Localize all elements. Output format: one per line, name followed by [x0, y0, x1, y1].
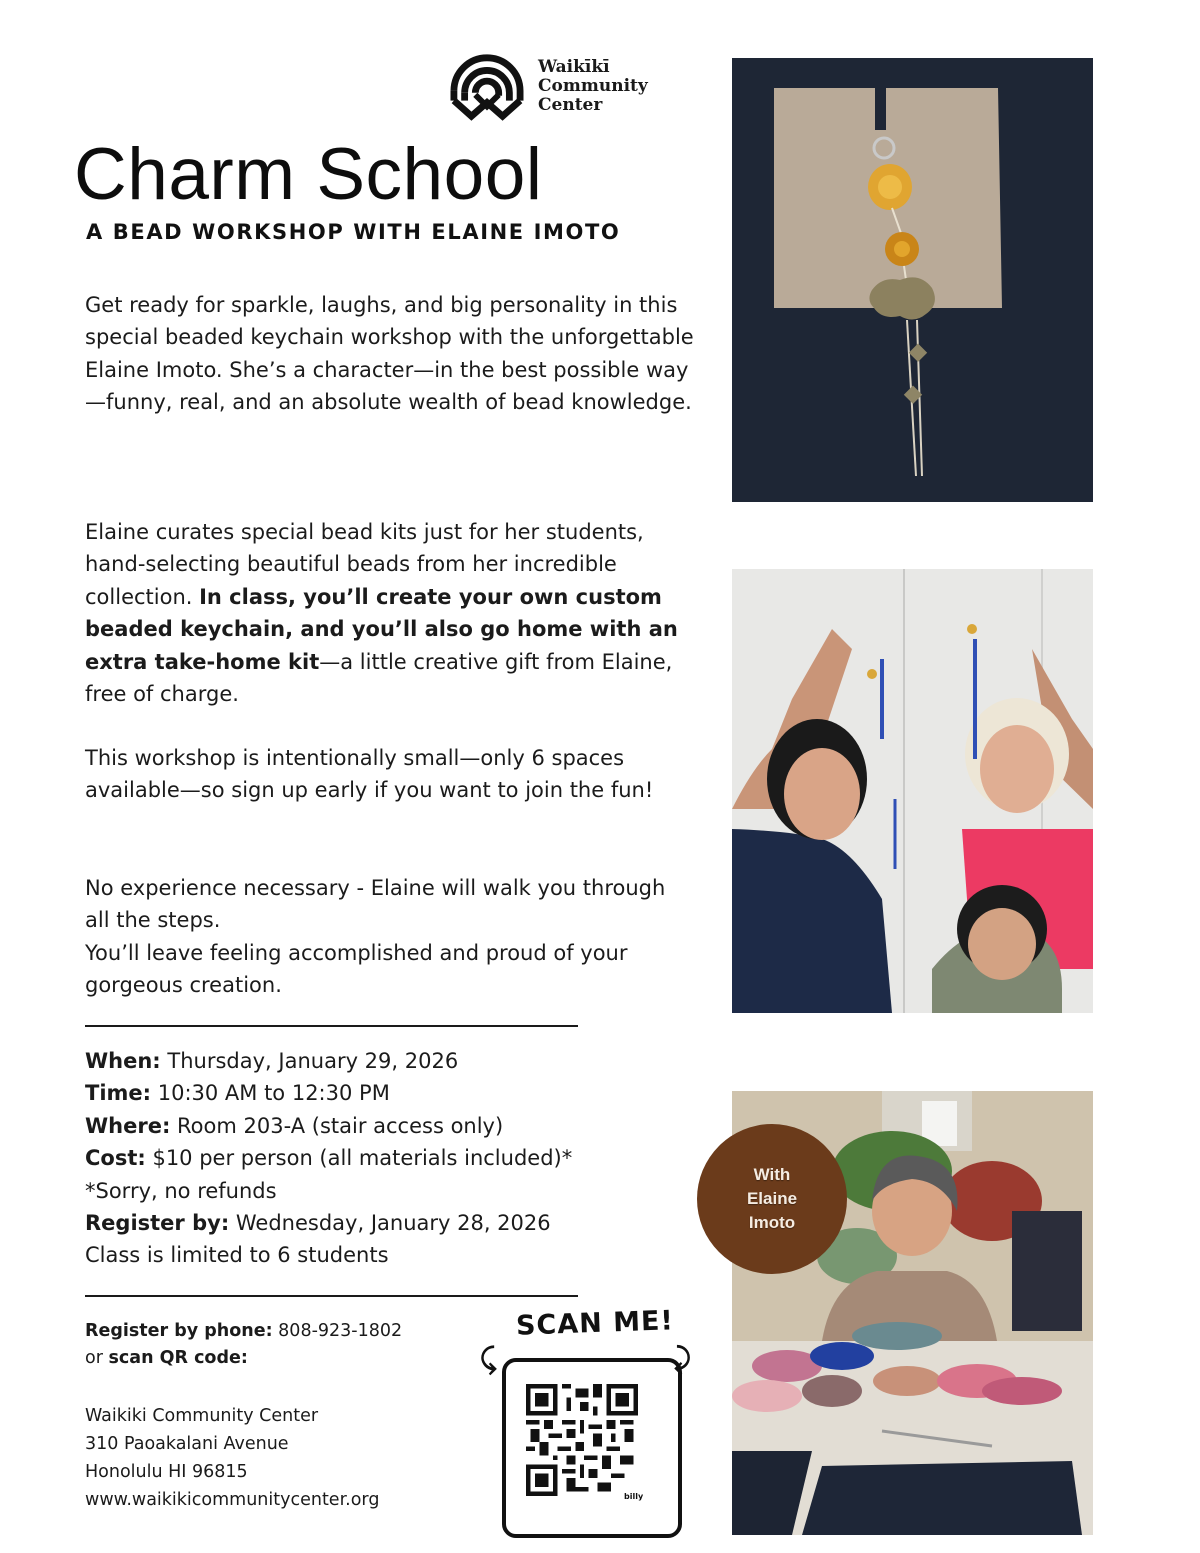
bead-kit-end-text: —a little creative gift from Elaine, free of charge. — [85, 649, 673, 707]
logo-line-center: Center — [538, 94, 603, 115]
registration-info — [85, 1318, 485, 1372]
section-divider-bottom — [85, 1295, 578, 1297]
accomplished-text: You’ll leave feeling accomplished and proud of your gorgeous creation. — [85, 940, 628, 998]
address-block — [85, 1402, 485, 1514]
logo-wordmark — [538, 58, 648, 115]
register-by-value: Wednesday, January 28, 2026 — [229, 1211, 551, 1236]
waikiki-arches-logo-icon — [448, 50, 526, 122]
cost-label: Cost: — [85, 1146, 146, 1171]
address-name: Waikiki Community Center — [85, 1406, 319, 1426]
detail-when — [85, 1045, 705, 1077]
small-class-paragraph: This workshop is intentionally small—only 6 spaces available—so sign up early if you want to join the fun! — [85, 746, 654, 803]
scan-qr-label: scan QR code: — [108, 1348, 248, 1368]
address-city: Honolulu HI 96815 — [85, 1462, 248, 1482]
no-experience-paragraph — [85, 872, 695, 1002]
keychain-image — [732, 58, 1093, 502]
class-limit-note: Class is limited to 6 students — [85, 1243, 389, 1268]
bead-kit-intro-text: Elaine curates special bead kits just for her students, hand-selecting beautiful beads from her incredible collection. — [85, 520, 644, 609]
qr-code-icon[interactable] — [526, 1384, 638, 1496]
detail-register-by — [85, 1207, 705, 1239]
time-value: 10:30 AM to 12:30 PM — [151, 1081, 390, 1106]
or-text: or — [85, 1348, 109, 1368]
phone-number[interactable]: 808-923-1802 — [272, 1321, 403, 1341]
scan-me-heading: SCAN ME! — [515, 1305, 675, 1342]
badge-line-with: With — [753, 1165, 791, 1184]
where-label: Where: — [85, 1113, 171, 1138]
curved-arrow-right-icon: ⤸ — [674, 1342, 691, 1375]
badge-line-elaine: Elaine — [746, 1189, 798, 1208]
keychain-photo — [732, 58, 1093, 502]
refund-note: *Sorry, no refunds — [85, 1178, 277, 1203]
section-divider-top — [85, 1025, 578, 1027]
group-photo — [732, 569, 1093, 1013]
detail-where — [85, 1110, 705, 1142]
time-label: Time: — [85, 1081, 152, 1106]
waikiki-community-center-logo — [448, 48, 668, 124]
where-value: Room 203-A (stair access only) — [170, 1113, 504, 1138]
when-value: Thursday, January 29, 2026 — [160, 1049, 459, 1073]
phone-label: Register by phone: — [85, 1321, 273, 1341]
page-title: Charm School — [74, 134, 543, 215]
with-elaine-badge — [697, 1124, 847, 1274]
register-by-label: Register by: — [85, 1211, 230, 1236]
curved-arrow-left-icon: ⤹ — [480, 1342, 497, 1375]
qr-code-block[interactable] — [478, 1305, 708, 1543]
cost-value: $10 per person (all materials included)* — [145, 1146, 573, 1171]
badge-line-imoto: Imoto — [748, 1213, 796, 1232]
detail-time — [85, 1077, 705, 1109]
detail-cost — [85, 1142, 705, 1174]
logo-line-community: Community — [538, 75, 648, 96]
website-link[interactable]: www.waikikicommunitycenter.org — [85, 1490, 380, 1510]
intro-paragraph: Get ready for sparkle, laughs, and big personality in this special beaded keychain workshop with the unforgettable Elaine Imoto. She’s a character—in the best possible way—funny, real, and an absolute wealth of bead knowledge. — [85, 293, 694, 415]
no-experience-text: No experience necessary - Elaine will walk you through all the steps. — [85, 876, 666, 933]
page-subtitle: A BEAD WORKSHOP WITH ELAINE IMOTO — [86, 220, 621, 244]
group-image — [732, 569, 1093, 1013]
when-label: When: — [85, 1049, 161, 1073]
bead-kit-paragraph — [85, 516, 695, 710]
logo-line-waikiki: Waikīkī — [538, 56, 610, 77]
bead-kit-bold-text: In class, you’ll create your own custom beaded keychain, and you’ll also go home with an extra take-home kit — [85, 584, 678, 674]
qr-brand-label: billy — [624, 1492, 644, 1501]
address-street: 310 Paoakalani Avenue — [85, 1434, 289, 1454]
event-details — [85, 1045, 705, 1272]
